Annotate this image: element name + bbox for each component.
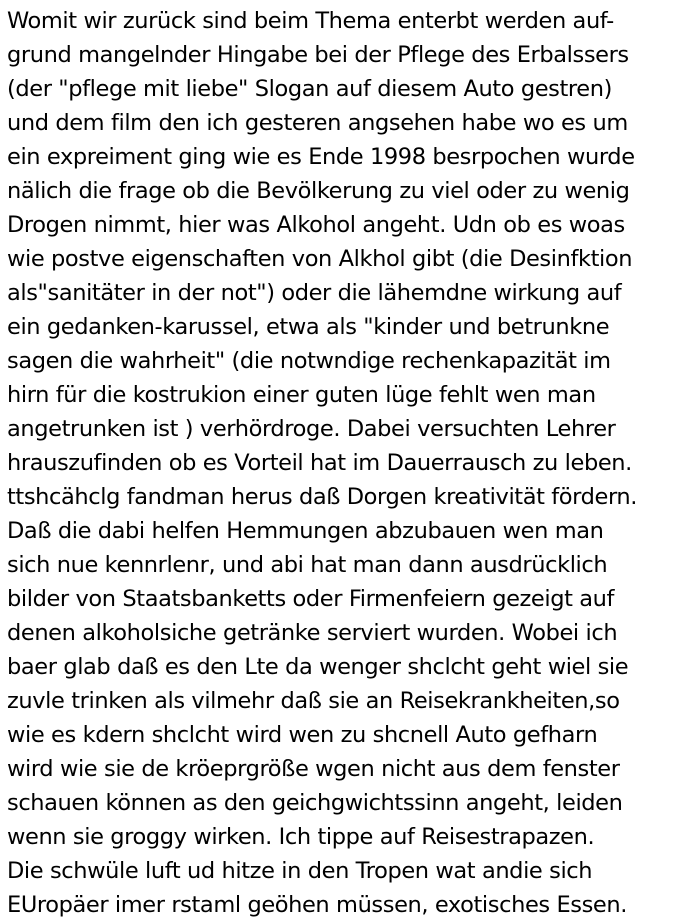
text-line: denen alkoholsiche getränke serviert wurden. Wobei ich [7, 620, 618, 646]
text-line: sagen die wahrheit" (die notwndige rechenkapazität im [7, 348, 611, 374]
text-line: als"sanitäter in der not") oder die lähemdne wirkung auf [7, 280, 622, 306]
text-line: bilder von Staatsbanketts oder Firmenfeiern gezeigt auf [7, 586, 615, 612]
text-line: angetrunken ist ) verhördroge. Dabei versuchten Lehrer [7, 416, 616, 442]
text-line: ein expreiment ging wie es Ende 1998 besrpochen wurde [7, 144, 635, 170]
text-line: wie es kdern shclcht wird wen zu shcnell Auto gefharn [7, 722, 598, 748]
text-line: EUropäer imer rstaml geöhen müssen, exotisches Essen. [7, 892, 627, 918]
text-line: nälich die frage ob die Bevölkerung zu viel oder zu wenig [7, 178, 630, 204]
text-line: Drogen nimmt, hier was Alkohol angeht. Udn ob es woas [7, 212, 625, 238]
text-line: Die schwüle luft ud hitze in den Tropen wat andie sich [7, 858, 593, 884]
text-line: Daß die dabi helfen Hemmungen abzubauen wen man [7, 518, 604, 544]
text-line: Womit wir zurück sind beim Thema enterbt werden auf- [7, 8, 614, 34]
text-line: wenn sie groggy wirken. Ich tippe auf Reisestrapazen. [7, 824, 595, 850]
text-line: ttshcähclg fandman herus daß Dorgen kreativität fördern. [7, 484, 638, 510]
text-line: grund mangelnder Hingabe bei der Pflege des Erbalssers [7, 42, 629, 68]
text-line: (der "pflege mit liebe" Slogan auf diesem Auto gestren) [7, 76, 612, 102]
text-line: schauen können as den geichgwichtssinn angeht, leiden [7, 790, 623, 816]
body-text [7, 4, 683, 922]
text-line: ein gedanken-karussel, etwa als "kinder und betrunkne [7, 314, 610, 340]
text-line: zuvle trinken als vilmehr daß sie an Reisekrankheiten,so [7, 688, 620, 714]
text-line: wird wie sie de kröeprgröße wgen nicht aus dem fenster [7, 756, 620, 782]
text-line: und dem film den ich gesteren angsehen habe wo es um [7, 110, 628, 136]
text-line: hirn für die kostrukion einer guten lüge fehlt wen man [7, 382, 596, 408]
text-line: wie postve eigenschaften von Alkhol gibt (die Desinfktion [7, 246, 633, 272]
text-line: hrauszufinden ob es Vorteil hat im Dauerrausch zu leben. [7, 450, 632, 476]
text-line: sich nue kennrlenr, und abi hat man dann ausdrücklich [7, 552, 608, 578]
text-line: baer glab daß es den Lte da wenger shclcht geht wiel sie [7, 654, 629, 680]
